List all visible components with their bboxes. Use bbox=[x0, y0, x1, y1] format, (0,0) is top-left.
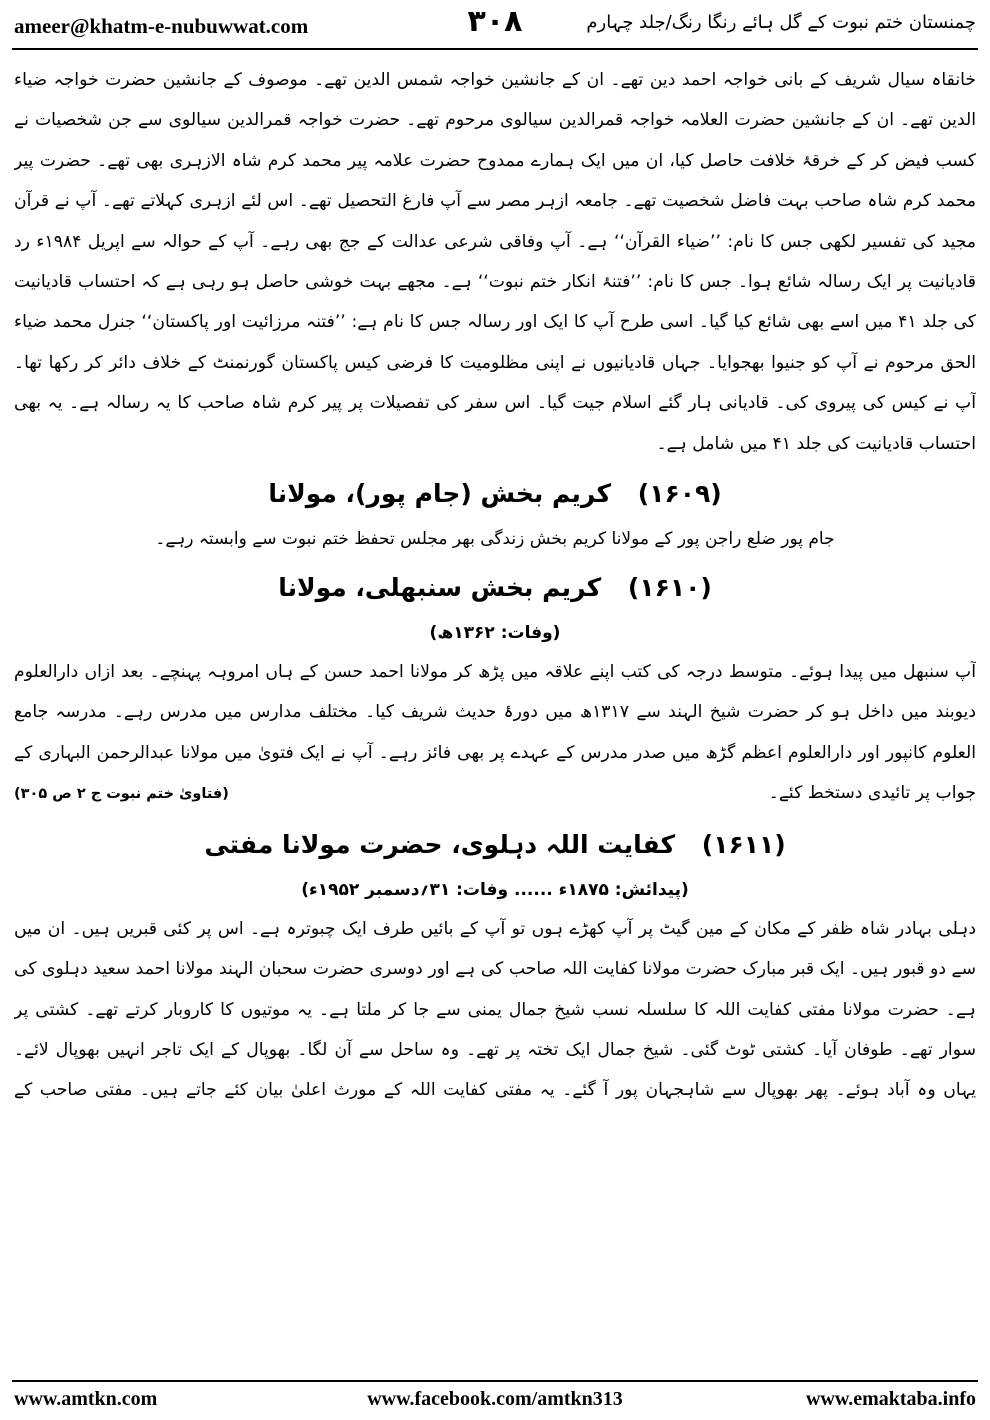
book-title: چمنستان ختم نبوت کے گل ہائے رنگا رنگ/جلد چہارم bbox=[586, 12, 976, 33]
entry-1610-paragraph: آپ سنبھل میں پیدا ہوئے۔ متوسط درجہ کی کتب اپنے علاقہ میں پڑھ کر مولانا احمد حسن کے ہاں امروہہ پہنچے۔ بعد ازاں دارالعلوم دیوبند میں داخل ہو کر حضرت شیخ الہند سے ۱۳۱۷ھ میں دورۂ حدیث شریف کیا۔ مختلف مدارس میں مدرس رہے۔ مدرسہ جامع العلوم کانپور اور دارالعلوم اعظم گڑھ میں صدر مدرس کے عہدے پر بھی فائز رہے۔ آپ نے ایک فتویٰ میں مولانا عبدالرحمن البہاری کے bbox=[14, 662, 976, 763]
entry-1611-number: (۱۶۱۱) bbox=[701, 829, 786, 859]
entry-1611-dates: (پیدائش: ۱۸۷۵ء ...... وفات: ۳۱؍دسمبر ۱۹۵۲ء) bbox=[301, 879, 689, 900]
entry-1611-heading bbox=[14, 821, 976, 869]
entry-1611-paragraph: دہلی بہادر شاہ ظفر کے مکان کے مین گیٹ پر آپ کھڑے ہوں تو آپ کے بائیں طرف ایک چبوترہ ہے۔ اس پر کئی قبریں ہیں۔ ان میں سے دو قبور ہیں۔ ایک قبر مبارک حضرت مولانا کفایت اللہ صاحب کی ہے اور دوسری حضرت سحبان الہند مولانا احمد سعید دہلوی کی ہے۔ حضرت مولانا مفتی کفایت اللہ کا سلسلہ نسب شیخ جمال یمنی سے جا کر ملتا ہے۔ یہ موتیوں کا کاروبار کرتے تھے۔ کشتی پر سوار تھے۔ طوفان آیا۔ کشتی ٹوٹ گئی۔ شیخ جمال ایک تختہ پر تھے۔ وہ ساحل سے آن لگا۔ بھوپال کے ایک تاجر انہیں بھوپال لائے۔ یہاں وہ آباد ہوئے۔ پھر بھوپال سے شاہجہان پور آ گئے۔ یہ مفتی کفایت اللہ کے مورث اعلیٰ بیان کئے جاتے ہیں۔ مفتی صاحب کے bbox=[14, 918, 976, 1101]
entry-1609-number: (۱۶۰۹) bbox=[637, 479, 722, 509]
entry-1610-dates: (وفات: ۱۳۶۲ھ) bbox=[429, 623, 561, 644]
page-header bbox=[0, 0, 990, 46]
footer-link-amtkn[interactable]: www.amtkn.com bbox=[14, 1388, 158, 1410]
entry-1610-last-line: جواب پر تائیدی دستخط کئے۔ bbox=[768, 783, 976, 804]
entry-1610-reference: (فتاویٰ ختم نبوت ج ۲ ص ۳۰۵) bbox=[14, 786, 229, 803]
entry-1610-heading bbox=[14, 564, 976, 612]
entry-1609-heading bbox=[14, 470, 976, 518]
entry-1609-text: جام پور ضلع راجن پور کے مولانا کریم بخش زندگی بھر مجلس تحفظ ختم نبوت سے وابستہ رہے۔ bbox=[155, 529, 835, 550]
entry-1610-last-line-row bbox=[14, 773, 976, 814]
footer-link-facebook[interactable]: www.facebook.com/amtkn313 bbox=[367, 1388, 623, 1410]
intro-paragraph: خانقاہ سیال شریف کے بانی خواجہ احمد دین تھے۔ ان کے جانشین خواجہ شمس الدین تھے۔ موصوف کے جانشین حضرت خواجہ ضیاء الدین تھے۔ ان کے جانشین حضرت العلامہ خواجہ قمرالدین سیالوی مرحوم تھے۔ حضرت خواجہ قمرالدین سیالوی سے جن شخصیات نے کسب فیض کر کے خرقۂ خلافت حاصل کیا، ان میں ایک ہمارے ممدوح حضرت علامہ پیر محمد کرم شاہ الازہری بھی تھے۔ حضرت پیر محمد کرم شاہ صاحب بہت فاضل شخصیت تھے۔ جامعہ ازہر مصر سے آپ فارغ التحصیل تھے۔ اس لئے ازہری کہلاتے تھے۔ آپ نے قرآن مجید کی تفسیر لکھی جس کا نام: ’’ضیاء القرآن‘‘ ہے۔ آپ وفاقی شرعی عدالت کے جج بھی رہے۔ آپ کے حوالہ سے اپریل ۱۹۸۴ء رد قادیانیت پر ایک رسالہ شائع ہوا۔ جس کا نام: ’’فتنۂ انکار ختم نبوت‘‘ ہے۔ مجھے بہت خوشی حاصل ہو رہی ہے کہ احتساب قادیانیت کی جلد ۴۱ میں اسے بھی شائع کیا گیا۔ اسی طرح آپ کا ایک اور رسالہ جس کا نام ہے: ’’فتنہ مرزائیت اور پاکستان‘‘ جنرل محمد ضیاء الحق مرحوم نے آپ کو جنیوا بھجوایا۔ جہاں قادیانیوں نے اپنی مظلومیت کا فرضی کیس پاکستان گورنمنٹ کے خلاف دائر کر رکھا تھا۔ آپ نے کیس کی پیروی کی۔ قادیانی ہار گئے اسلام جیت گیا۔ اس سفر کی تفصیلات پر پیر کرم شاہ صاحب کا یہ رسالہ ہے۔ یہ بھی احتساب قادیانیت کی جلد ۴۱ میں شامل ہے۔ bbox=[14, 70, 976, 454]
page-number: ۳۰۸ bbox=[467, 4, 523, 39]
footer-link-emaktaba[interactable]: www.emaktaba.info bbox=[805, 1388, 976, 1410]
header-divider bbox=[12, 48, 978, 50]
entry-1609-title: کریم بخش (جام پور)، مولانا bbox=[268, 479, 612, 509]
page-footer bbox=[0, 1386, 990, 1416]
footer-divider bbox=[12, 1380, 978, 1382]
page-body bbox=[14, 60, 976, 1372]
header-email: ameer@khatm-e-nubuwwat.com bbox=[14, 14, 309, 38]
entry-1610-title: کریم بخش سنبھلی، مولانا bbox=[278, 573, 602, 603]
entry-1611-title: کفایت اللہ دہلوی، حضرت مولانا مفتی bbox=[204, 829, 676, 859]
entry-1610-number: (۱۶۱۰) bbox=[627, 573, 712, 603]
